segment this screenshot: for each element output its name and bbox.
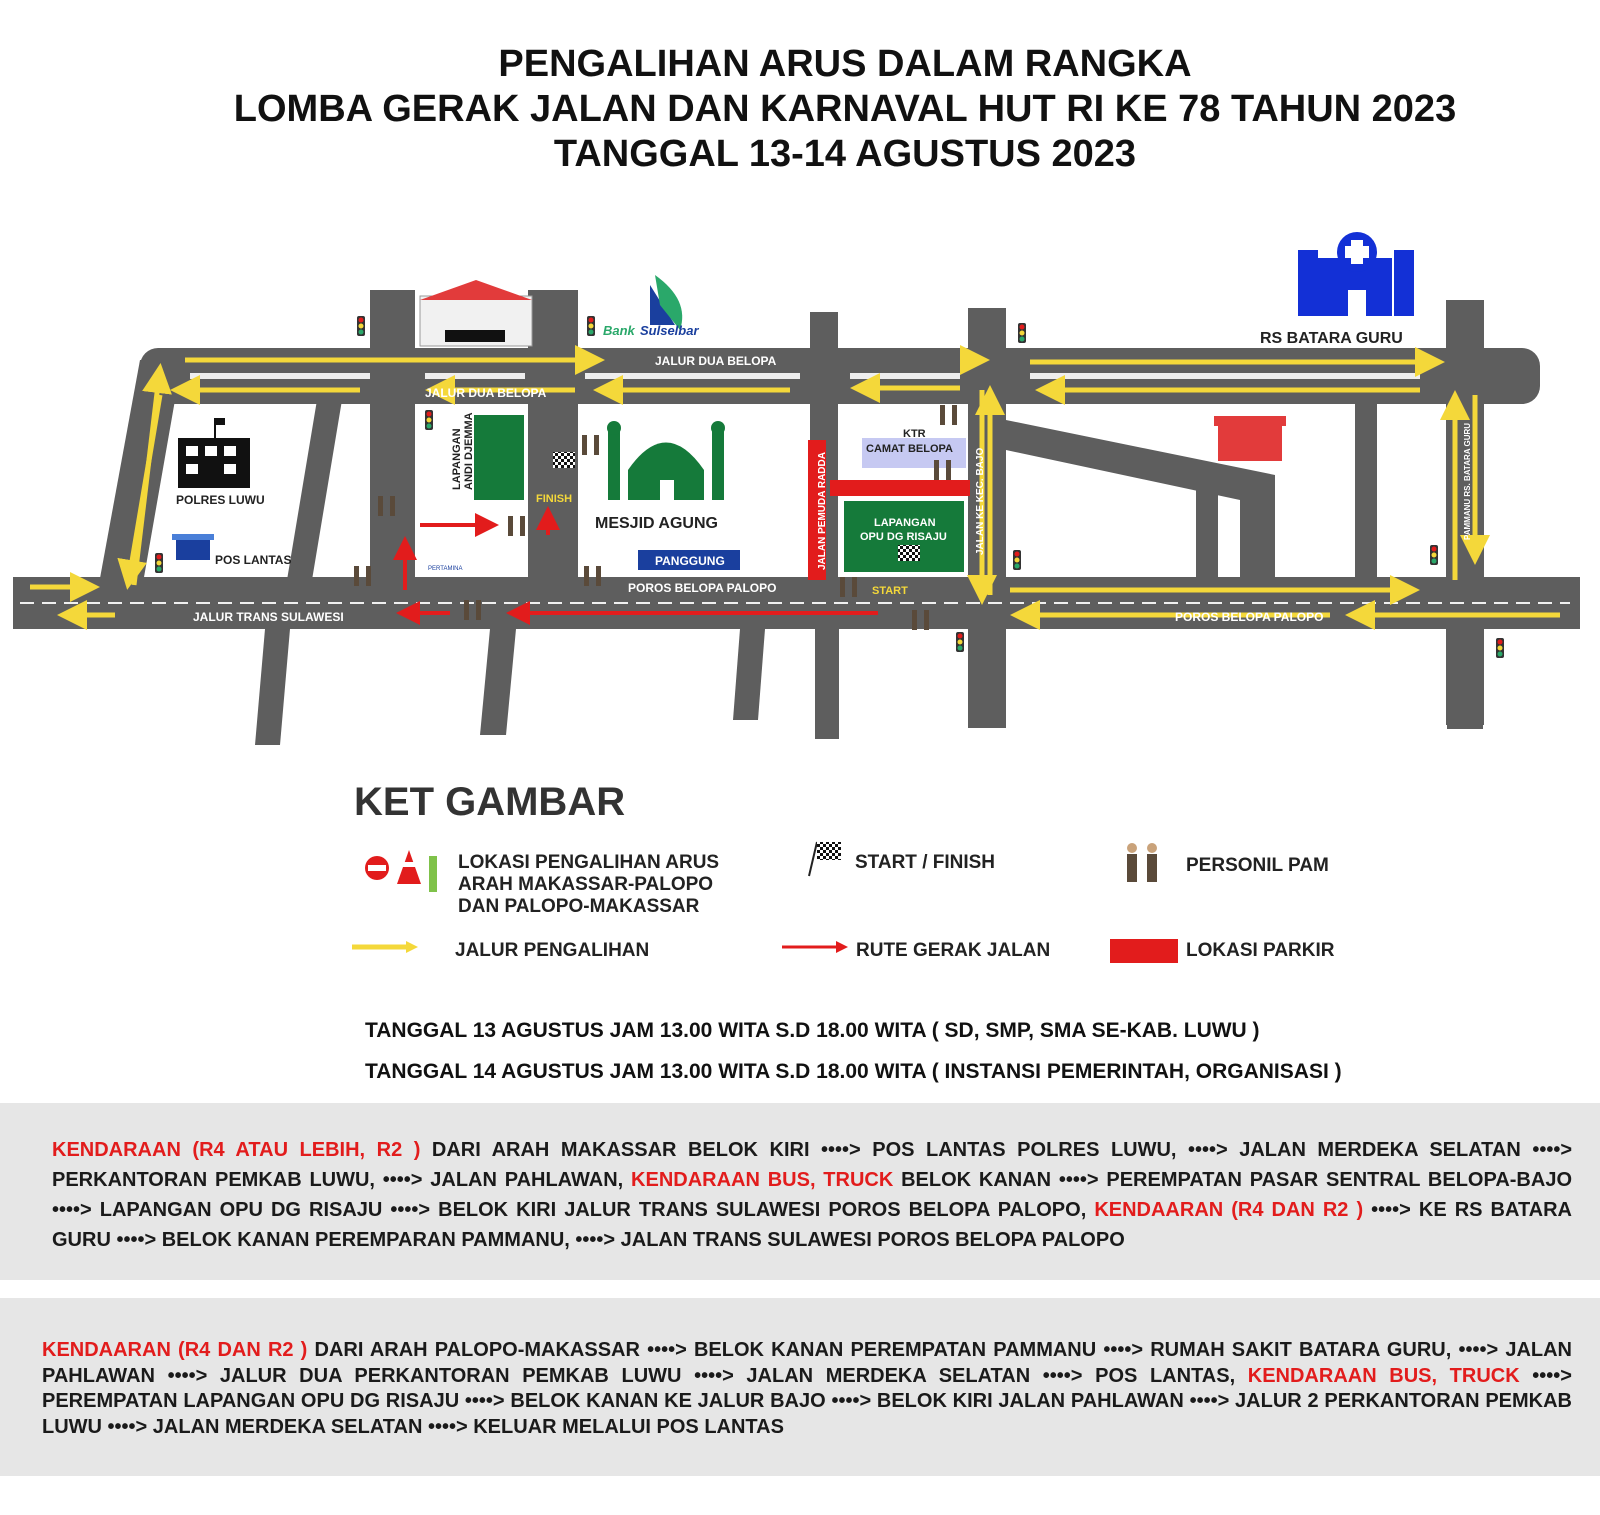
panel1-t1: DARI ARAH MAKASSAR BELOK KIRI ••••> POS LANTAS POLRES LUWU, ••••> JALAN MERDEKA SELATAN ••••> PERKANTORAN PEMKAB LUWU, ••••> JALAN PAHLAWAN, xyxy=(52,1139,1573,1191)
panel1-t3: ••••> KE RS BATARA GURU ••••> BELOK KANAN PEREMPARAN PAMMANU, ••••> JALAN TRANS SULAWESI POROS BELOPA PALOPO xyxy=(52,1199,1573,1251)
road-s4 xyxy=(815,629,839,739)
panel1-r2: KENDARAAN BUS, TRUCK xyxy=(631,1169,894,1191)
label-panggung: PANGGUNG xyxy=(655,554,725,568)
panel1-t2: BELOK KANAN ••••> PEREMPATAN PASAR SENTRAL BELOPA-BAJO ••••> LAPANGAN OPU DG RISAJU ••••> BELOK KIRI JALUR TRANS SULAWESI POROS BELOPA PALOPO, xyxy=(52,1169,1572,1221)
panel1-r1: KENDARAAN (R4 ATAU LEBIH, R2 ) xyxy=(52,1139,421,1161)
legend-lokasi xyxy=(458,852,719,918)
panel1-r3: KENDAARAN (R4 DAN R2 ) xyxy=(1094,1199,1364,1221)
label-lap-opu-1: LAPANGAN xyxy=(874,517,936,529)
road-v2 xyxy=(528,290,578,580)
title-line-3: TANGGAL 13-14 AGUSTUS 2023 xyxy=(553,133,1137,175)
label-jl-pemuda: JALAN PEMUDA RADDA xyxy=(817,452,828,570)
legend-start-finish: START / FINISH xyxy=(855,852,996,873)
legend-jalur: JALUR PENGALIHAN xyxy=(455,940,650,961)
label-trans: JALUR TRANS SULAWESI xyxy=(193,610,344,624)
label-polres: POLRES LUWU xyxy=(176,493,265,507)
label-bank-1: Bank xyxy=(603,323,635,338)
legend-lokasi-1: LOKASI PENGALIHAN ARUS xyxy=(458,852,720,873)
panel2-r1: KENDAARAN (R4 DAN R2 ) xyxy=(42,1339,308,1361)
hospital-icon xyxy=(1298,232,1414,316)
label-ktr-1: KTR xyxy=(903,428,926,440)
bank-sulselbar-logo xyxy=(603,275,699,338)
title-line-1: PENGALIHAN ARUS DALAM RANGKA xyxy=(498,43,1192,85)
legend-start-finish-icon xyxy=(805,838,845,878)
label-jalur-dua-lower: JALUR DUA BELOPA xyxy=(425,386,547,400)
legend-parkir-swatch xyxy=(1110,939,1178,963)
road-v3 xyxy=(1355,404,1377,579)
label-bank-2: Sulselbar xyxy=(640,323,699,338)
panel1-text xyxy=(52,1135,1572,1255)
legend-rute-icon xyxy=(780,940,850,954)
label-poros-right: POROS BELOPA PALOPO xyxy=(1175,610,1324,624)
panel2-text xyxy=(42,1338,1572,1440)
title-line-2: LOMBA GERAK JALAN DAN KARNAVAL HUT RI KE 78 TAHUN 2023 xyxy=(233,88,1457,130)
label-jalur-dua-top: JALUR DUA BELOPA xyxy=(655,354,777,368)
road-v1 xyxy=(370,290,415,580)
label-mesjid: MESJID AGUNG xyxy=(595,515,718,532)
label-lap-andi-1: LAPANGAN xyxy=(451,428,463,490)
road-s2 xyxy=(480,629,516,735)
date-13: TANGGAL 13 AGUSTUS JAM 13.00 WITA S.D 18.00 WITA ( SD, SMP, SMA SE-KAB. LUWU ) xyxy=(365,1019,1260,1042)
panel-makassar-palopo xyxy=(0,1103,1600,1280)
label-ktr-2: CAMAT BELOPA xyxy=(866,443,953,455)
legend-parkir: LOKASI PARKIR xyxy=(1186,940,1335,961)
label-jl-pammanu: PAMMANU RS. BATARA GURU xyxy=(1463,422,1472,540)
label-lap-andi-2: ANDI DJEMMA xyxy=(463,412,475,490)
road-diag-2 xyxy=(287,400,342,580)
legend-lokasi-3: DAN PALOPO-MAKASSAR xyxy=(458,896,700,917)
panel2-t2: ••••> PEREMPATAN LAPANGAN OPU DG RISAJU ••••> BELOK KANAN KE JALUR BAJO ••••> BELOK KIRI JALAN PAHLAWAN ••••> JALUR 2 PERKANTORAN PEMKAB LUWU ••••> JALAN MERDEKA SELATAN ••••> KELUAR MELALUI POS LANTAS xyxy=(42,1364,1572,1438)
label-pertamina: PERTAMINA xyxy=(428,566,463,572)
pasar-icon xyxy=(1214,416,1286,461)
label-finish: FINISH xyxy=(536,493,573,505)
label-start: START xyxy=(872,585,908,597)
legend-personil-icon xyxy=(1122,842,1164,884)
road-bajo xyxy=(968,308,1006,728)
legend-personil: PERSONIL PAM xyxy=(1186,855,1329,876)
pos-lantas-icon xyxy=(172,534,214,560)
label-lap-opu-2: OPU DG RISAJU xyxy=(860,531,947,543)
legend-heading: KET GAMBAR xyxy=(354,780,626,824)
start-flag-icon xyxy=(898,545,920,561)
legend-rute: RUTE GERAK JALAN xyxy=(856,940,1051,961)
panel2-r2: KENDARAAN BUS, TRUCK xyxy=(1247,1364,1520,1387)
label-poros-mid: POROS BELOPA PALOPO xyxy=(628,581,777,595)
road-s1 xyxy=(255,629,290,745)
lapangan-andi-djemma xyxy=(474,415,524,500)
panel2-t1: DARI ARAH PALOPO-MAKASSAR ••••> BELOK KANAN PEREMPATAN PAMMANU ••••> RUMAH SAKIT BATARA GURU, ••••> JALAN PAHLAWAN ••••> JALUR DUA PERKANTORAN PEMKAB LUWU ••••> JALAN MERDEKA SELATAN ••••> POS LANTAS, xyxy=(42,1339,1572,1387)
finish-flag-icon xyxy=(553,452,575,468)
legend-icon-lokasi xyxy=(363,848,443,900)
date-14: TANGGAL 14 AGUSTUS JAM 13.00 WITA S.D 18.00 WITA ( INSTANSI PEMERINTAH, ORGANISASI ) xyxy=(365,1060,1342,1083)
road-v4 xyxy=(1196,475,1218,580)
panel-palopo-makassar xyxy=(0,1298,1600,1476)
label-rs: RS BATARA GURU xyxy=(1260,330,1403,347)
polres-luwu-icon xyxy=(178,418,250,488)
legend-lokasi-2: ARAH MAKASSAR-PALOPO xyxy=(458,874,714,895)
legend-jalur-icon xyxy=(350,940,420,954)
mesjid-agung-icon xyxy=(607,421,725,500)
pemkab-building-icon xyxy=(420,280,532,346)
road-s3 xyxy=(733,629,765,720)
road-s5 xyxy=(1447,629,1483,729)
label-pos-lantas: POS LANTAS xyxy=(215,553,292,567)
label-jl-bajo: JALAN KE KEC. BAJO xyxy=(975,447,986,555)
